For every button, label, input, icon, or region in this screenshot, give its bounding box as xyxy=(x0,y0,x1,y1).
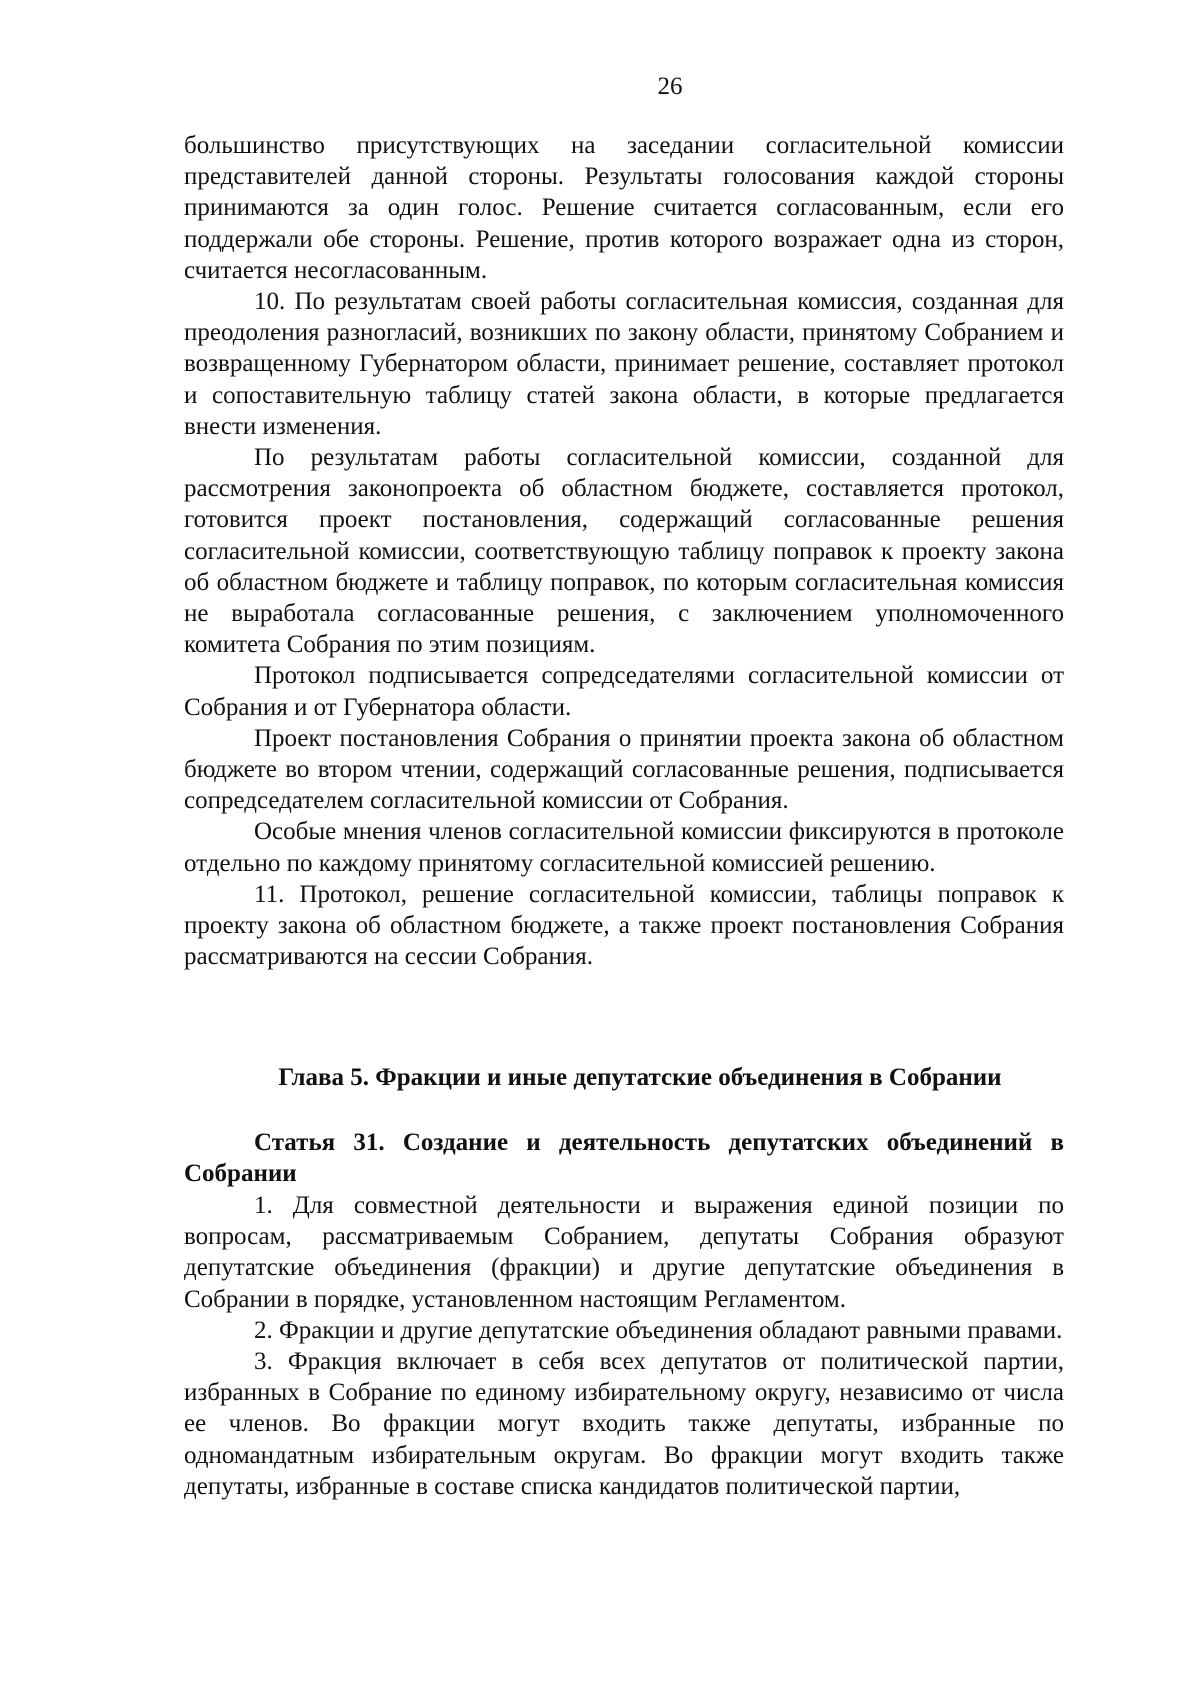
paragraph-continuation: большинство присутствующих на заседании согласительной комиссии представителей данной стороны. Результаты голосования каждой стороны принимаются за один голос. Решение считается согласованным, если его поддержали обе стороны. Решение, против которого возражает одна из сторон, считается несогласованным. xyxy=(184,132,1064,284)
body-text-upper xyxy=(184,130,1064,972)
paragraph-item-1: 1. Для совместной деятельности и выражения единой позиции по вопросам, рассматриваемым Собранием, депутаты Собрания образуют депутатские объединения (фракции) и другие депутатские объединения в Собрании в порядке, установленном настоящим Регламентом. xyxy=(184,1192,1064,1313)
paragraph-protocol-signing: Протокол подписывается сопредседателями согласительной комиссии от Собрания и от Губернатора области. xyxy=(184,662,1064,721)
paragraph-resolution-draft: Проект постановления Собрания о принятии проекта закона об областном бюджете во втором чтении, содержащий согласованные решения, подписывается сопредседателем согласительной комиссии от Собрания. xyxy=(184,724,1064,815)
article-title: Статья 31. Создание и деятельность депутатских объединений в Собрании xyxy=(184,1129,1064,1187)
paragraph-budget-commission: По результатам работы согласительной комиссии, созданной для рассмотрения законопроекта об областном бюджете, составляется протокол, готовится проект постановления, содержащий согласованные решения согласительной комиссии, соответствующую таблицу поправок к проекту закона об областном бюджете и таблицу поправок, по которым согласительная комиссия не выработала согласованные решения, с заключением уполномоченного комитета Собрания по этим позициям. xyxy=(184,444,1064,659)
body-text-lower xyxy=(184,1190,1064,1502)
paragraph-item-11: 11. Протокол, решение согласительной комиссии, таблицы поправок к проекту закона об областном бюджете, а также проект постановления Собрания рассматриваются на сессии Собрания. xyxy=(184,880,1064,971)
paragraph-dissenting-opinions: Особые мнения членов согласительной комиссии фиксируются в протоколе отдельно по каждому принятому согласительной комиссией решению. xyxy=(184,818,1064,877)
paragraph-item-10: 10. По результатам своей работы согласительная комиссия, созданная для преодоления разногласий, возникших по закону области, принятому Собранием и возвращенному Губернатором области, принимает решение, составляет протокол и сопоставительную таблицу статей закона области, в которые предлагается внести изменения. xyxy=(184,288,1064,440)
page-number: 26 xyxy=(657,73,683,100)
chapter-title: Глава 5. Фракции и иные депутатские объединения в Собрании xyxy=(278,1064,1002,1091)
paragraph-item-2: 2. Фракции и другие депутатские объединения обладают равными правами. xyxy=(254,1316,1063,1344)
paragraph-item-3: 3. Фракция включает в себя всех депутатов от политической партии, избранных в Собрание по единому избирательному округу, независимо от числа ее членов. Во фракции могут входить также депутаты, избранные по одномандатным избирательным округам. Во фракции могут входить также депутаты, избранные в составе списка кандидатов политической партии, xyxy=(184,1348,1064,1500)
